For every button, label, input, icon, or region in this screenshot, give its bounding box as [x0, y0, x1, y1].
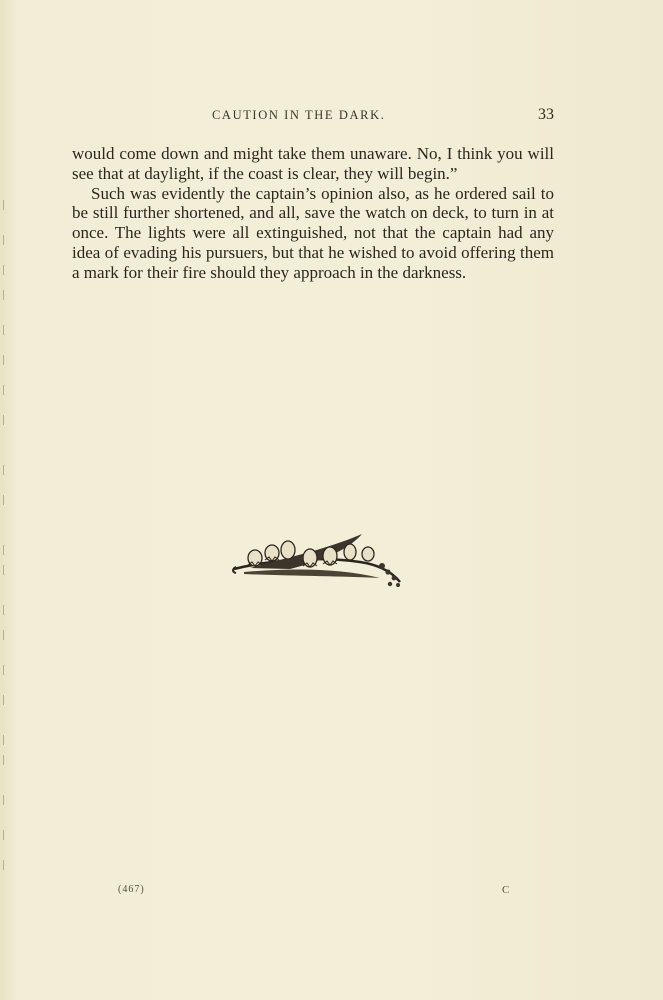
running-head: [72, 108, 554, 128]
gathering-letter: C: [502, 884, 510, 896]
print-signature-mark: (467): [118, 884, 145, 895]
paragraph-2: Such was evidently the captain’s opinion also, as he ordered sail to be still further shortened, and all, save the watch on deck, to turn in at once. The lights were all extinguished, not that the captain had any idea of evading his pursuers, but that he wished to avoid offering them a mark for their fire should they approach in the darkness.: [72, 183, 554, 282]
footer: [118, 884, 518, 900]
lily-of-the-valley-ornament-icon: [230, 522, 405, 594]
facing-page-gutter: [0, 190, 14, 890]
body-text: [72, 144, 554, 283]
page-number: 33: [538, 106, 554, 123]
running-title: CAUTION IN THE DARK.: [212, 108, 386, 122]
paragraph-1: would come down and might take them unaware. No, I think you will see that at daylight, if the coast is clear, they will begin.”: [72, 144, 554, 183]
